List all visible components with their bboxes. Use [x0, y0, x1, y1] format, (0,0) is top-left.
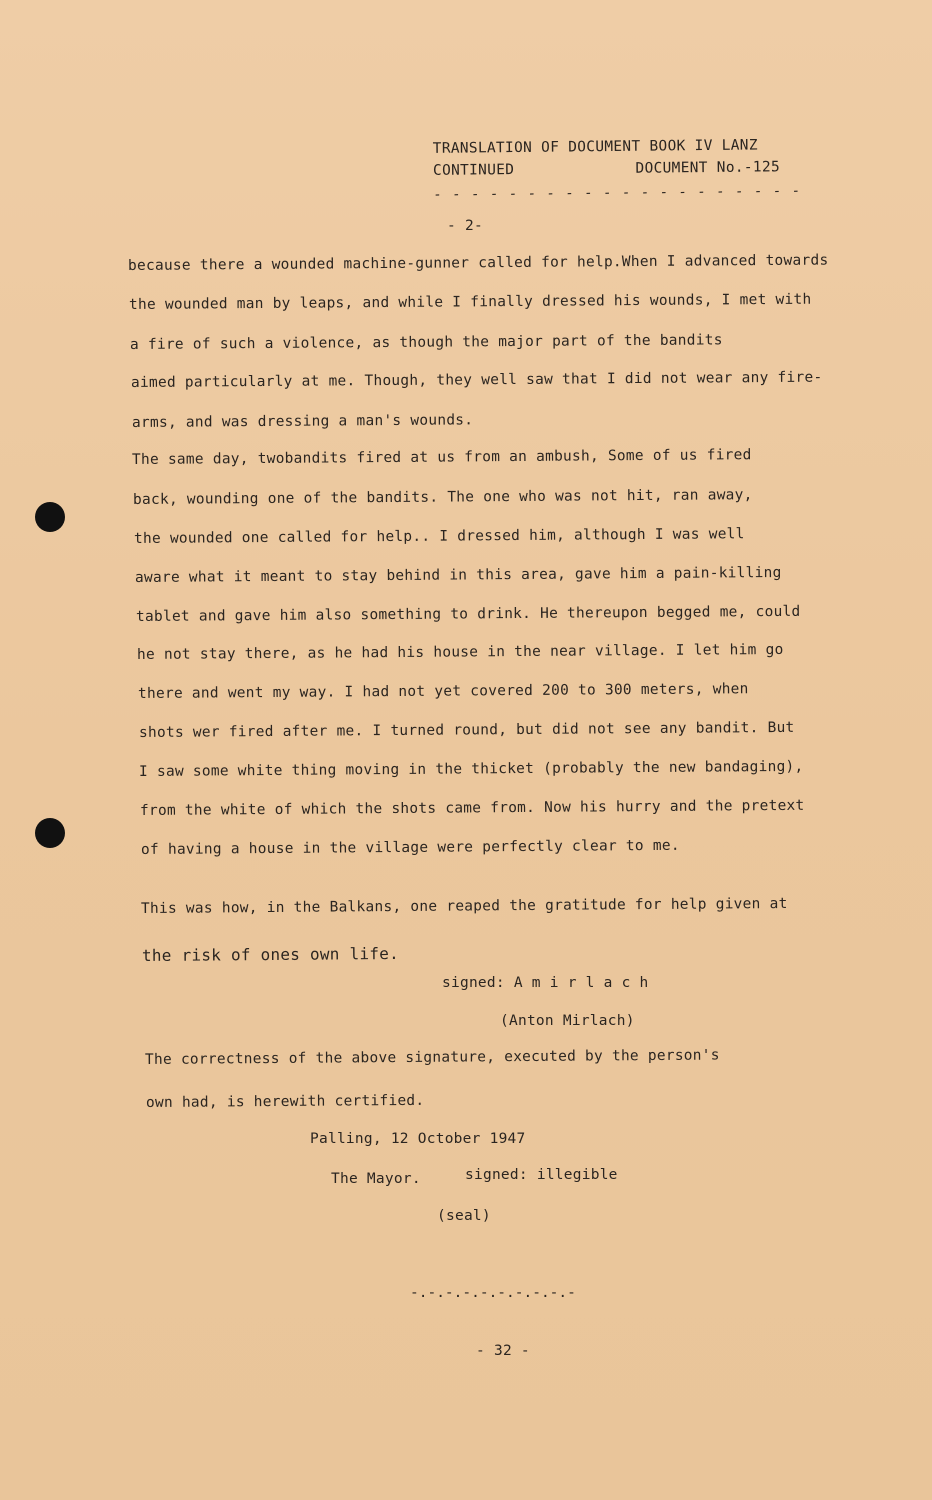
place-date: Palling, 12 October 1947 [310, 1131, 526, 1147]
header-document-number: DOCUMENT No.-125 [635, 159, 781, 177]
body-line: because there a wounded machine-gunner called for help.When I advanced towards [127, 252, 829, 274]
certification-line: The correctness of the above signature, executed by the person's [144, 1047, 720, 1068]
body-line: there and went my way. I had not yet covered 200 to 300 meters, when [137, 681, 749, 702]
body-line: aimed particularly at me. Though, they well saw that I did not wear any fire- [130, 369, 823, 391]
body-line: the wounded man by leaps, and while I finally dressed his wounds, I met with [128, 291, 812, 313]
body-line: he not stay there, as he had his house in the near village. I let him go [136, 641, 784, 663]
header-title: TRANSLATION OF DOCUMENT BOOK IV LANZ [432, 137, 758, 157]
body-line: back, wounding one of the bandits. The one who was not hit, ran away, [132, 487, 753, 508]
punch-hole-lower [35, 818, 65, 848]
body-line: a fire of such a violence, as though the major part of the bandits [129, 332, 723, 353]
body-line: I saw some white thing moving in the thicket (probably the new bandaging), [138, 758, 804, 780]
document-header [432, 134, 802, 206]
body-line: shots wer fired after me. I turned round, but did not see any bandit. But [138, 719, 795, 741]
page-number: - 32 - [476, 1343, 530, 1359]
signature-name: (Anton Mirlach) [500, 1013, 635, 1029]
header-rule: - - - - - - - - - - - - - - - - - - - - [433, 183, 802, 203]
certification-line: own had, is herewith certified. [145, 1092, 425, 1111]
punch-hole-upper [35, 502, 65, 532]
header-continued: CONTINUED [432, 162, 515, 179]
body-line: aware what it meant to stay behind in this area, gave him a pain-killing [134, 564, 782, 586]
mayor-signed: signed: illegible [465, 1167, 618, 1183]
body-line: tablet and gave him also something to drink. He thereupon begged me, could [135, 603, 801, 625]
body-line: from the white of which the shots came from. Now his hurry and the pretext [139, 797, 805, 819]
body-line: of having a house in the village were perfectly clear to me. [140, 837, 680, 858]
closing-rule: -.-.-.-.-.-.-.-.-.- [410, 1285, 576, 1301]
body-line: arms, and was dressing a man's wounds. [131, 412, 474, 431]
body-line: the wounded one called for help.. I dressed him, although I was well [133, 526, 745, 547]
mayor-label: The Mayor. [331, 1171, 421, 1187]
seal-label: (seal) [437, 1208, 491, 1224]
body-line: This was how, in the Balkans, one reaped the gratitude for help given at [140, 895, 788, 917]
body-line: The same day, twobandits fired at us from an ambush, Some of us fired [131, 447, 752, 468]
signature-signed: signed: A m i r l a c h [442, 975, 649, 991]
body-line: the risk of ones own life. [141, 943, 400, 965]
page-marker: - 2- [447, 218, 483, 234]
